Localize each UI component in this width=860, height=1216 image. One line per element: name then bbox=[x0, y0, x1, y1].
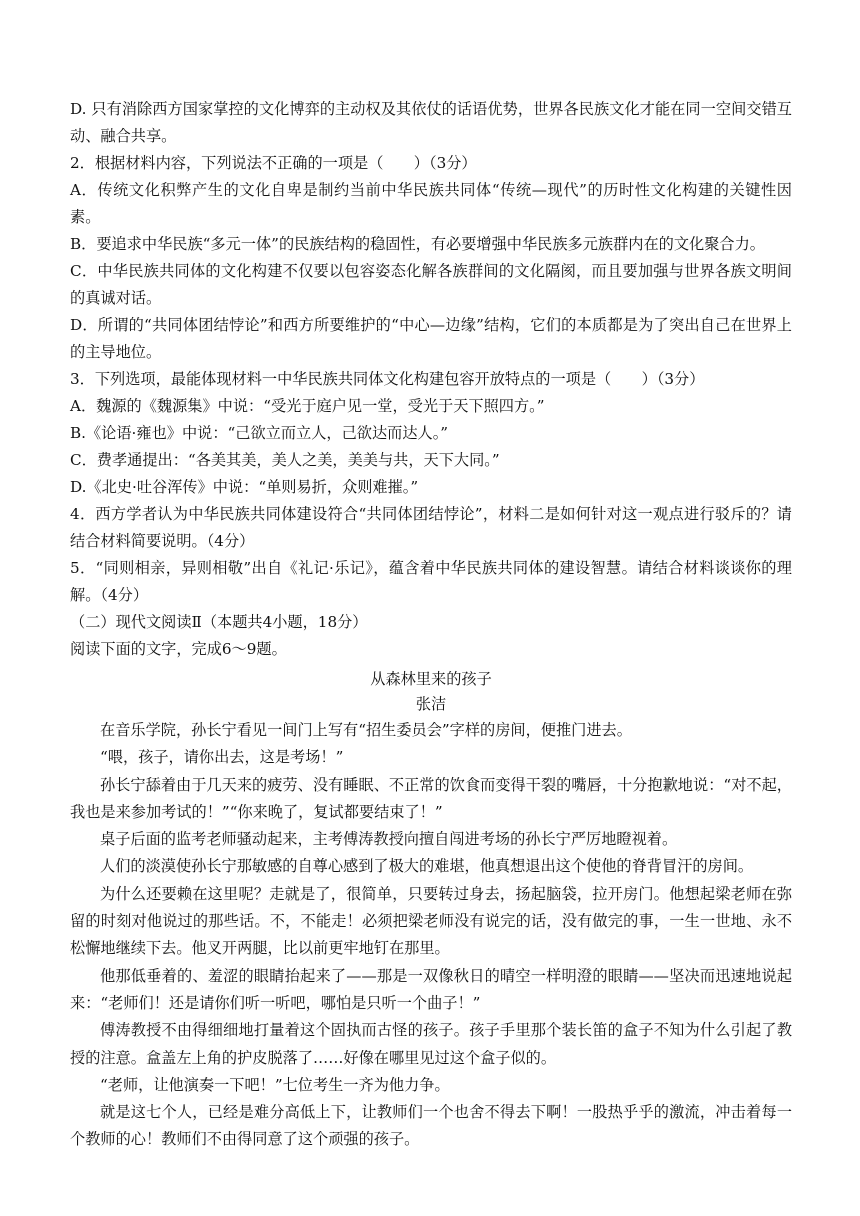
q3-option-c: C．费孝通提出：“各美其美，美人之美，美美与共，天下大同。” bbox=[70, 451, 500, 469]
q2-option-c: C．中华民族共同体的文化构建不仅要以包容姿态化解各族群间的文化隔阂，而且要加强与世界各族文明间的真诚对话。 bbox=[70, 262, 792, 307]
q2-stem: 2．根据材料内容，下列说法不正确的一项是（ ）（3分） bbox=[70, 154, 477, 172]
story-title: 从森林里来的孩子 bbox=[370, 670, 492, 688]
story-paragraph: 就是这七个人，已经是难分高低上下，让教师们一个也舍不得去下啊！一股热乎乎的激流，冲击着每一个教师的心！教师们不由得同意了这个顽强的孩子。 bbox=[70, 1103, 792, 1149]
q2-option-d: D．所谓的“共同体团结悖论”和西方所要维护的“中心—边缘”结构，它们的本质都是为了突出自己在世界上的主导地位。 bbox=[70, 316, 792, 361]
story-paragraph: “喂，孩子，请你出去，这是考场！” bbox=[100, 748, 344, 767]
story-paragraph: “老师，让他演奏一下吧！”七位考生一齐为他力争。 bbox=[100, 1075, 450, 1094]
q2-option-b: B．要追求中华民族“多元一体”的民族结构的稳固性，有必要增强中华民族多元族群内在的文化聚合力。 bbox=[70, 235, 765, 253]
q3-option-d: D.《北史·吐谷浑传》中说：“单则易折，众则难摧。” bbox=[70, 478, 419, 496]
q5-text: 5．“同则相亲，异则相敬”出自《礼记·乐记》，蕴含着中华民族共同体的建设智慧。请结合材料谈谈你的理解。（4分） bbox=[70, 559, 792, 604]
story-paragraph: 傅涛教授不由得细细地打量着这个固执而古怪的孩子。孩子手里那个装长笛的盒子不知为什么引起了教授的注意。盒盖左上角的护皮脱落了……好像在哪里见过这个盒子似的。 bbox=[70, 1021, 792, 1067]
q3-option-a: A．魏源的《魏源集》中说：“受光于庭户见一堂，受光于天下照四方。” bbox=[70, 397, 545, 415]
story-paragraph: 在音乐学院，孙长宁看见一间门上写有“招生委员会”字样的房间，便推门进去。 bbox=[100, 721, 632, 739]
story-paragraph: 他那低垂着的、羞涩的眼睛抬起来了——那是一双像秋日的晴空一样明澄的眼睛——坚决而迅速地说起来：“老师们！还是请你们听一听吧，哪怕是只听一个曲子！” bbox=[70, 966, 792, 1012]
story-paragraph: 桌子后面的监考老师骚动起来，主考傅涛教授向擅自闯进考场的孙长宁严厉地瞪视着。 bbox=[100, 830, 678, 849]
q3-option-b: B.《论语·雍也》中说：“己欲立而立人，己欲达而达人。” bbox=[70, 424, 449, 442]
q3-stem: 3．下列选项，最能体现材料一中华民族共同体文化构建包容开放特点的一项是（ ）（3分） bbox=[70, 370, 705, 388]
story-author: 张洁 bbox=[415, 695, 447, 713]
section-instruction: 阅读下面的文字，完成6～9题。 bbox=[70, 640, 287, 658]
q4-text: 4．西方学者认为中华民族共同体建设符合“共同体团结悖论”，材料二是如何针对这一观点进行驳斥的？请结合材料简要说明。（4分） bbox=[70, 505, 792, 550]
story-paragraph: 孙长宁舔着由于几天来的疲劳、没有睡眠、不正常的饮食而变得干裂的嘴唇，十分抱歉地说：“对不起，我也是来参加考试的！”“你来晚了，复试都要结束了！” bbox=[70, 775, 792, 821]
q1-option-d: D. 只有消除西方国家掌控的文化博弈的主动权及其依仗的话语优势，世界各民族文化才能在同一空间交错互动、融合共享。 bbox=[70, 100, 792, 145]
section-heading: （二）现代文阅读Ⅱ（本题共4小题，18分） bbox=[70, 613, 368, 631]
story-paragraph: 人们的淡漠使孙长宁那敏感的自尊心感到了极大的难堪，他真想退出这个使他的脊背冒汗的房间。 bbox=[100, 857, 754, 876]
exam-page bbox=[70, 96, 792, 1154]
q2-option-a: A．传统文化积弊产生的文化自卑是制约当前中华民族共同体“传统—现代”的历时性文化构建的关键性因素。 bbox=[70, 181, 792, 226]
story-paragraph: 为什么还要赖在这里呢？走就是了，很简单，只要转过身去，扬起脑袋，拉开房门。他想起梁老师在弥留的时刻对他说过的那些话。不，不能走！必须把梁老师没有说完的话，没有做完的事，一生一世地、永不松懈地继续下去。他叉开两腿，比以前更牢地钉在那里。 bbox=[70, 884, 792, 958]
